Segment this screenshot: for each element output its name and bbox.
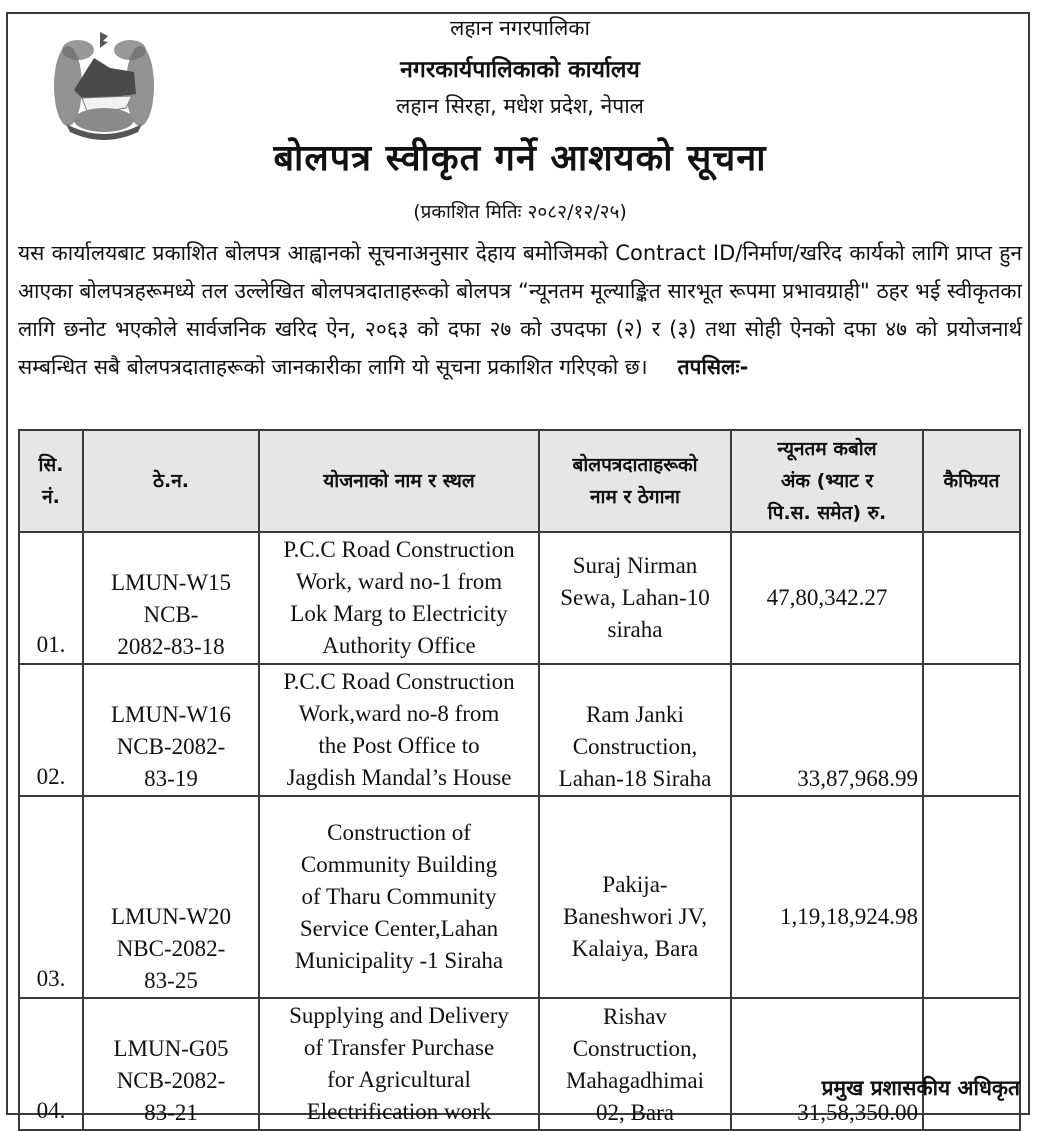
cell-contract-id: LMUN-W15 NCB- 2082-83-18	[83, 532, 259, 664]
cell-project: Construction of Community Building of Tharu Community Service Center,Lahan Municipality -1 Siraha	[259, 796, 539, 998]
notice-title: बोलपत्र स्वीकृत गर्ने आशयको सूचना	[273, 138, 767, 179]
nepal-emblem-icon	[48, 28, 160, 144]
schedule-label: तपसिलः-	[677, 355, 749, 379]
header-amount: न्यूनतम कबोल अंक (भ्याट र पि.स. समेत) रु.	[731, 430, 923, 532]
cell-project: P.C.C Road Construction Work, ward no-1 from Lok Marg to Electricity Authority Office	[259, 532, 539, 664]
cell-remarks	[923, 532, 1020, 664]
header-project: योजनाको नाम र स्थल	[259, 430, 539, 532]
published-date: (प्रकाशित मितिः २०८२/१२/२५)	[413, 201, 627, 223]
table-header-row	[19, 430, 1020, 532]
cell-amount: 1,19,18,924.98	[731, 796, 923, 998]
municipality-name: लहान नगरपालिका	[450, 16, 590, 40]
bid-table	[18, 429, 1021, 1131]
cell-bidder: Ram Janki Construction, Lahan-18 Siraha	[539, 664, 731, 796]
cell-contract-id: LMUN-G05 NCB-2082- 83-21	[83, 998, 259, 1130]
cell-sn: 02.	[19, 664, 83, 796]
cell-bidder: Rishav Construction, Mahagadhimai 02, Bara	[539, 998, 731, 1130]
cell-bidder: Suraj Nirman Sewa, Lahan-10 siraha	[539, 532, 731, 664]
cell-project: P.C.C Road Construction Work,ward no-8 from the Post Office to Jagdish Mandal’s House	[259, 664, 539, 796]
cell-remarks	[923, 796, 1020, 998]
cell-project: Supplying and Delivery of Transfer Purchase for Agricultural Electrification work	[259, 998, 539, 1130]
cell-remarks	[923, 664, 1020, 796]
cell-sn: 03.	[19, 796, 83, 998]
office-name: नगरकार्यपालिकाको कार्यालय	[400, 57, 640, 83]
cell-bidder: Pakija- Baneshwori JV, Kalaiya, Bara	[539, 796, 731, 998]
cell-amount: 31,58,350.00	[731, 998, 923, 1130]
cell-contract-id: LMUN-W20 NBC-2082- 83-25	[83, 796, 259, 998]
cell-amount: 47,80,342.27	[731, 532, 923, 664]
notice-body	[18, 234, 1022, 386]
cell-sn: 01.	[19, 532, 83, 664]
table-row	[19, 796, 1020, 998]
table-row	[19, 532, 1020, 664]
cell-remarks	[923, 998, 1020, 1130]
cell-sn: 04.	[19, 998, 83, 1130]
cell-contract-id: LMUN-W16 NCB-2082- 83-19	[83, 664, 259, 796]
signatory: प्रमुख प्रशासकीय अधिकृत	[821, 1076, 1020, 1100]
header-contract-id: ठे.न.	[83, 430, 259, 532]
header-sn: सि. नं.	[19, 430, 83, 532]
table-row	[19, 998, 1020, 1130]
table-row	[19, 664, 1020, 796]
cell-amount: 33,87,968.99	[731, 664, 923, 796]
header-bidder: बोलपत्रदाताहरूको नाम र ठेगाना	[539, 430, 731, 532]
notice-body-text: यस कार्यालयबाट प्रकाशित बोलपत्र आह्वानको सूचनाअनुसार देहाय बमोजिमको Contract ID/निर्माण/खरिद कार्यको लागि प्राप्त हुन आएका बोलपत्रहरूमध्ये तल उल्लेखित बोलपत्रदाताहरूको बोलपत्र “न्यूनतम मूल्याङ्कित सारभूत रूपमा प्रभावग्राही" ठहर भई स्वीकृतका लागि छनोट भएकोले सार्वजनिक खरिद ऐन, २०६३ को दफा २७ को उपदफा (२) र (३) तथा सोही ऐनको दफा ४७ को प्रयोजनार्थ सम्बन्धित सबै बोलपत्रदाताहरूको जानकारीका लागि यो सूचना प्रकाशित गरिएको छ।	[18, 241, 1022, 379]
header-remarks: कैफियत	[923, 430, 1020, 532]
office-address: लहान सिरहा, मधेश प्रदेश, नेपाल	[396, 94, 644, 118]
